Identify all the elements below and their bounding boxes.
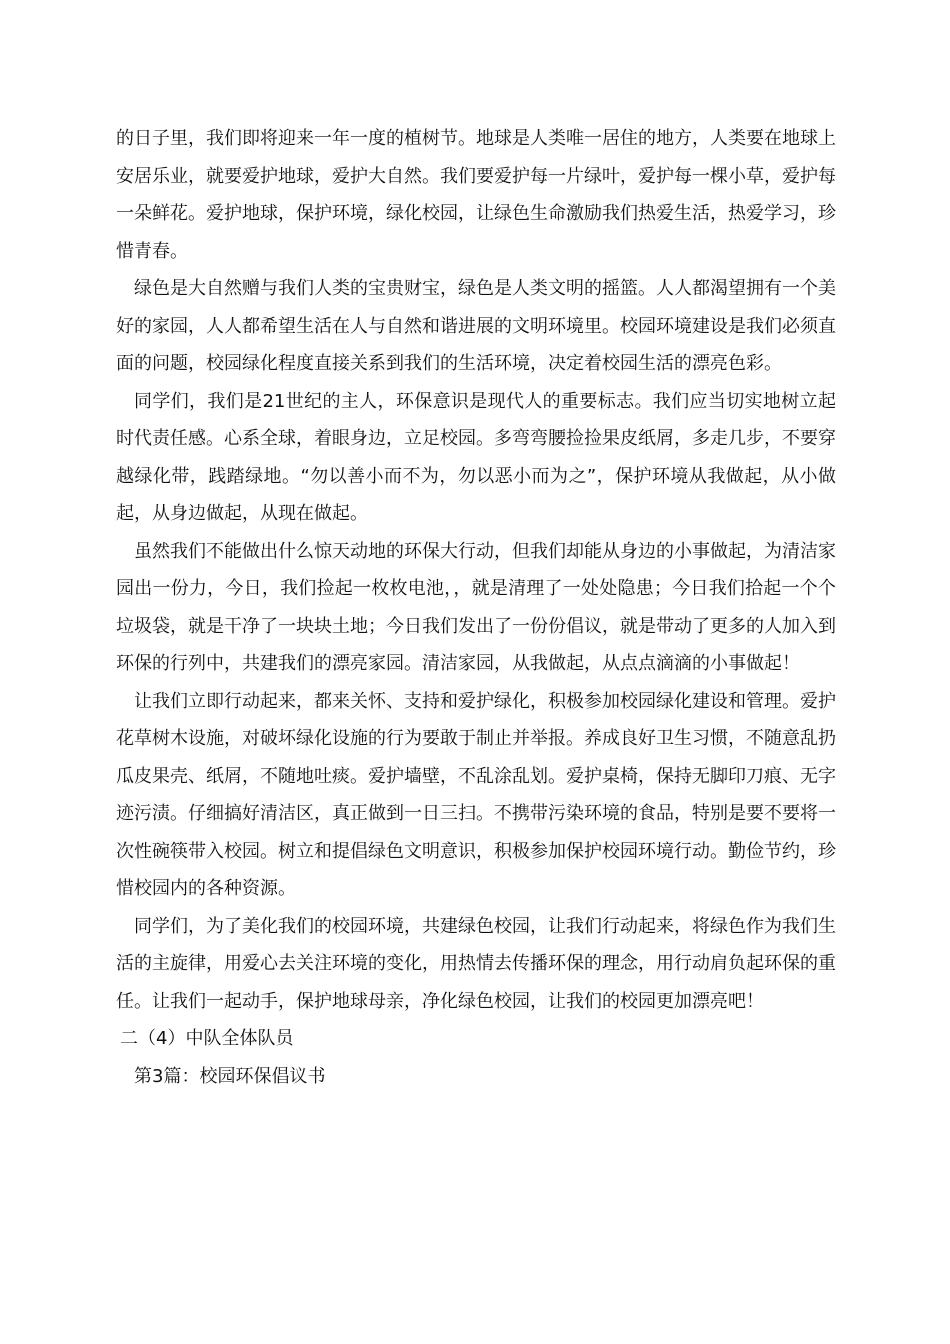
paragraph-4: 虽然我们不能做出什么惊天动地的环保大行动，但我们却能从身边的小事做起，为清洁家园出一份力，今日，我们捡起一枚枚电池，，就是清理了一处处隐患；今日我们拾起一个个垃圾袋，就是干净了一块块土地；今日我们发出了一份份倡议，就是带动了更多的人加入到环保的行列中，共建我们的漂亮家园。清洁家园，从我做起，从点点滴滴的小事做起！ [116,540,836,674]
paragraph-6: 同学们，为了美化我们的校园环境，共建绿色校园，让我们行动起来，将绿色作为我们生活的主旋律，用爱心去关注环境的变化，用热情去传播环保的理念，用行动肩负起环保的重任。让我们一起动手，保护地球母亲，净化绿色校园，让我们的校园更加漂亮吧！ [116,915,836,1012]
paragraph-5: 让我们立即行动起来，都来关怀、支持和爱护绿化，积极参加校园绿化建设和管理。爱护花草树木设施，对破坏绿化设施的行为要敢于制止并举报。养成良好卫生习惯，不随意乱扔瓜皮果壳、纸屑，不随地吐痰。爱护墙壁，不乱涂乱划。爱护桌椅，保持无脚印刀痕、无字迹污渍。仔细搞好清洁区，真正做到一日三扫。不携带污染环境的食品，特别是要不要将一次性碗筷带入校园。树立和提倡绿色文明意识，积极参加保护校园环境行动。勤俭节约，珍惜校园内的各种资源。 [116,690,836,899]
paragraph-3: 同学们，我们是21世纪的主人，环保意识是现代人的重要标志。我们应当切实地树立起时代责任感。心系全球，着眼身边，立足校园。多弯弯腰捡捡果皮纸屑，多走几步，不要穿越绿化带，践踏绿地。“勿以善小而不为，勿以恶小而为之”，保护环境从我做起，从小做起，从身边做起，从现在做起。 [116,390,836,524]
document-page [116,120,836,1095]
paragraph-2: 绿色是大自然赠与我们人类的宝贵财宝，绿色是人类文明的摇篮。人人都渴望拥有一个美好的家园，人人都希望生活在人与自然和谐进展的文明环境里。校园环境建设是我们必须直面的问题，校园绿化程度直接关系到我们的生活环境，决定着校园生活的漂亮色彩。 [116,278,836,374]
signature-line: 二（4）中队全体队员 [120,1028,294,1049]
next-article-heading: 第3篇：校园环保倡议书 [134,1065,326,1087]
paragraph-1: 的日子里，我们即将迎来一年一度的植树节。地球是人类唯一居住的地方，人类要在地球上安居乐业，就要爱护地球，爱护大自然。我们要爱护每一片绿叶，爱护每一棵小草，爱护每一朵鲜花。爱护地球，保护环境，绿化校园，让绿色生命激励我们热爱生活，热爱学习，珍惜青春。 [116,128,836,262]
